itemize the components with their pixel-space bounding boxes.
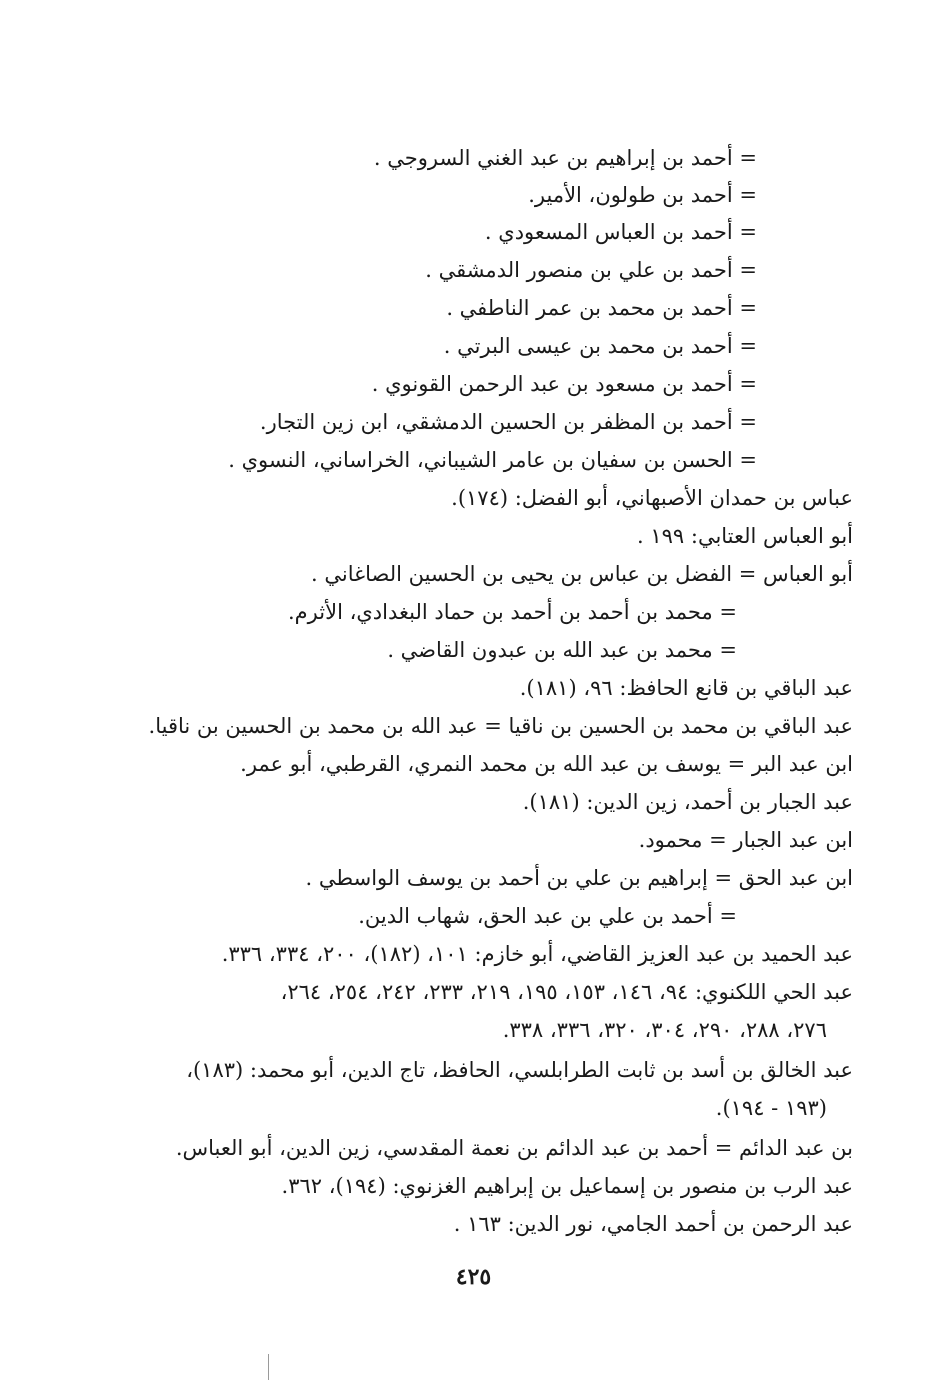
index-entry: = أحمد بن إبراهيم بن عبد الغني السروجي . bbox=[373, 146, 757, 170]
index-entry: = أحمد بن العباس المسعودي . bbox=[484, 220, 757, 244]
scan-artifact-line bbox=[268, 1354, 269, 1380]
index-entry: عبد الحميد بن عبد العزيز القاضي، أبو خازم: ١٠١، (١٨٢)، ٢٠٠، ٣٣٤، ٣٣٦. bbox=[221, 942, 853, 966]
index-entry: بن عبد الدائم = أحمد بن عبد الدائم بن نعمة المقدسي، زين الدين، أبو العباس. bbox=[175, 1136, 853, 1160]
index-entry: = الحسن بن سفيان بن عامر الشيباني، الخراساني، النسوي . bbox=[228, 448, 757, 472]
index-entry: عبد الرحمن بن أحمد الجامي، نور الدين: ١٦٣ . bbox=[453, 1212, 853, 1236]
index-entry: أبو العباس العتابي: ١٩٩ . bbox=[636, 524, 853, 548]
index-entry: = أحمد بن محمد بن عمر الناطفي . bbox=[446, 296, 757, 320]
index-entry: أبو العباس = الفضل بن عباس بن يحيى بن الحسين الصاغاني . bbox=[311, 562, 853, 586]
index-entry: عبد الباقي بن قانع الحافظ: ٩٦، (١٨١). bbox=[519, 676, 853, 700]
page-number: ٤٢٥ bbox=[455, 1264, 492, 1290]
index-entry-continuation: (١٩٣ - ١٩٤). bbox=[715, 1096, 827, 1120]
index-entry: = محمد بن أحمد بن أحمد بن حماد البغدادي، الأثرم. bbox=[287, 600, 737, 624]
index-entry: عبد الخالق بن أسد بن ثابت الطرابلسي، الحافظ، تاج الدين، أبو محمد: (١٨٣)، bbox=[186, 1058, 853, 1082]
index-entry: = أحمد بن طولون، الأمير. bbox=[528, 183, 757, 207]
index-entry: ابن عبد البر = يوسف بن عبد الله بن محمد النمري، القرطبي، أبو عمر. bbox=[240, 752, 853, 776]
index-entry: = محمد بن عبد الله بن عبدون القاضي . bbox=[387, 638, 737, 662]
index-entry: = أحمد بن علي بن منصور الدمشقي . bbox=[425, 258, 757, 282]
index-entry: = أحمد بن محمد بن عيسى البرتي . bbox=[443, 334, 757, 358]
index-entry: ابن عبد الجبار = محمود. bbox=[638, 828, 853, 852]
index-entry: = أحمد بن مسعود بن عبد الرحمن القونوي . bbox=[371, 372, 757, 396]
index-entry: = أحمد بن علي بن عبد الحق، شهاب الدين. bbox=[358, 904, 737, 928]
index-entry: عبد الرب بن منصور بن إسماعيل بن إبراهيم الغزنوي: (١٩٤)، ٣٦٢. bbox=[281, 1174, 853, 1198]
index-entry: عباس بن حمدان الأصبهاني، أبو الفضل: (١٧٤). bbox=[451, 486, 853, 510]
index-entry: ابن عبد الحق = إبراهيم بن علي بن أحمد بن يوسف الواسطي . bbox=[305, 866, 853, 890]
index-entry: عبد الحي اللكنوي: ٩٤، ١٤٦، ١٥٣، ١٩٥، ٢١٩، ٢٣٣، ٢٤٢، ٢٥٤، ٢٦٤، bbox=[280, 980, 853, 1004]
index-entry: = أحمد بن المظفر بن الحسين الدمشقي، ابن زين التجار. bbox=[259, 410, 757, 434]
index-entry: عبد الباقي بن محمد بن الحسين بن ناقيا = عبد الله بن محمد بن الحسين بن ناقيا. bbox=[148, 714, 853, 738]
index-entry: عبد الجبار بن أحمد، زين الدين: (١٨١). bbox=[522, 790, 853, 814]
index-entry-continuation: ٢٧٦، ٢٨٨، ٢٩٠، ٣٠٤، ٣٢٠، ٣٣٦، ٣٣٨. bbox=[502, 1018, 827, 1042]
